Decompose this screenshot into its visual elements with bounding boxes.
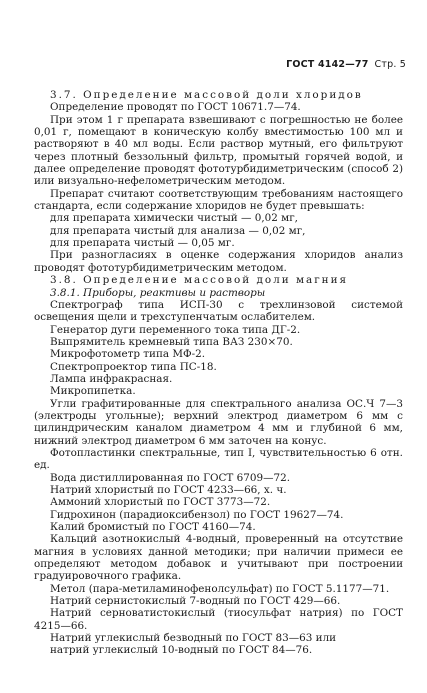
list-item: Угли графитированные для спектрального анализа ОС.Ч 7—3 (электроды угольные); верхний электрод диаметром 6 мм с цилиндрическим каналом диаметром 4 мм и глубиной 6 мм, нижний электрод диаметром 6 мм заточен на конус.: [34, 397, 403, 447]
subsection-heading: 3.8.1. Приборы, реактивы и растворы: [50, 286, 266, 299]
paragraph: При этом 1 г препарата взвешивают с погрешностью не более 0,01 г, помещают в коническую колбу вместимостью 100 мл и растворяют в 40 мл воды. Если раствор мутный, его фильтруют через плотный беззольный фильтр, промытый горячей водой, и далее определение проводят фототурбидиметрическим (способ 2) или визуально-нефелометрическим методом.: [34, 113, 403, 188]
page-header: [286, 59, 406, 70]
list-item: Спектропроектор типа ПС-18.: [50, 360, 217, 373]
paragraph: Определение проводят по ГОСТ 10671.7—74.: [50, 101, 301, 114]
list-item: Натрий сернистокислый 7-водный по ГОСТ 429—66.: [50, 595, 341, 608]
list-item: Микрофотометр типа МФ-2.: [50, 348, 206, 361]
list-item: Метол (пара-метиламинофенолсульфат) по ГОСТ 5.1177—71.: [50, 582, 390, 595]
list-item: Натрий серноватистокислый (тиосульфат натрия) по ГОСТ 4215—66.: [34, 607, 403, 632]
list-item: Вода дистиллированная по ГОСТ 6709—72.: [50, 471, 291, 484]
list-item: Выпрямитель кремневый типа ВАЗ 230×70.: [50, 335, 293, 348]
list-item: Микропипетка.: [50, 385, 136, 398]
page-number: Стр. 5: [374, 59, 406, 70]
limit-line: для препарата чистый — 0,05 мг.: [50, 237, 235, 250]
list-item: Гидрохинон (парадиоксибензол) по ГОСТ 19627—74.: [50, 508, 344, 521]
paragraph: При разногласиях в оценке содержания хлоридов анализ проводят фототурбидиметрическим методом.: [34, 249, 403, 274]
document-body: [34, 89, 403, 657]
list-item: натрий углекислый 10-водный по ГОСТ 84—76.: [50, 644, 313, 657]
section-heading-magnesium: 3.8. Определение массовой доли магния: [50, 274, 349, 287]
section-heading-chlorides: 3.7. Определение массовой доли хлоридов: [50, 89, 363, 101]
paragraph: Препарат считают соответствующим требованиям настоящего стандарта, если содержание хлоридов не будет превышать:: [34, 187, 403, 213]
limit-line: для препарата химически чистый — 0,02 мг,: [50, 212, 298, 225]
list-item: Калий бромистый по ГОСТ 4160—74.: [50, 521, 256, 534]
standard-number: ГОСТ 4142—77: [286, 59, 369, 70]
list-item: Спектрограф типа ИСП-30 с трехлинзовой системой освещения щели и трехступенчатым ослабителем.: [34, 298, 403, 324]
list-item: Лампа инфракрасная.: [50, 372, 173, 385]
list-item: Натрий хлористый по ГОСТ 4233—66, х. ч.: [50, 484, 287, 496]
list-item: Натрий углекислый безводный по ГОСТ 83—63 или: [50, 632, 337, 645]
list-item: Аммоний хлористый по ГОСТ 3773—72.: [50, 496, 271, 509]
list-item: Кальций азотнокислый 4-водный, проверенный на отсутствие магния в условиях данной методики; при наличии примеси ее определяют методом добавок и учитывают при построении градуировочного графика.: [34, 533, 403, 583]
list-item: Фотопластинки спектральные, тип I, чувствительностью 6 отн. ед.: [34, 446, 403, 472]
list-item: Генератор дуги переменного тока типа ДГ-2.: [50, 323, 301, 336]
limit-line: для препарата чистый для анализа — 0,02 мг,: [50, 224, 306, 237]
